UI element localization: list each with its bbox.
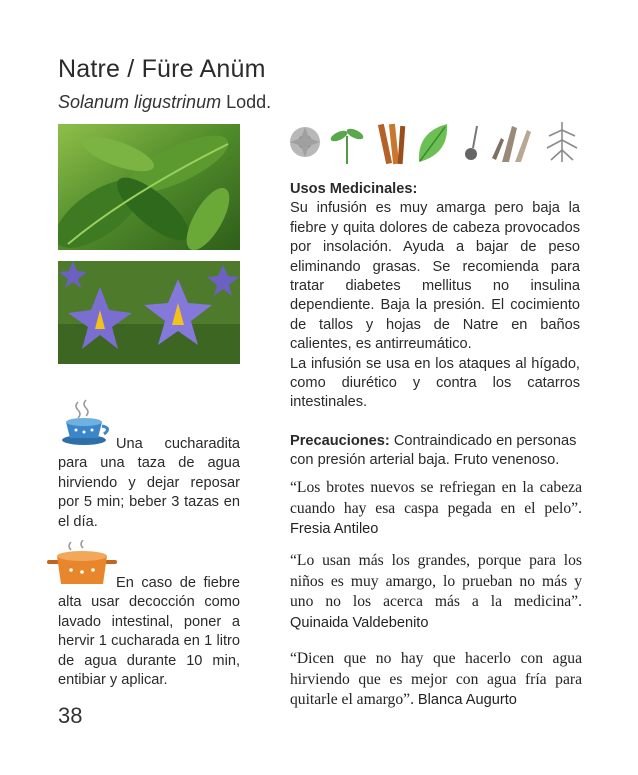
medicinal-uses-text: Su infusión es muy amarga pero baja la fiebre y quita dolores de cabeza provocados por insolación. Ayuda a bajar de peso eliminando grasas. Se recomienda para tratar diabetes mellitus no insulina dependiente. Baja la presión. El cocimiento de tallos y hojas de Natre en baños calientes, es antirreumático. <box>290 200 580 353</box>
quote-2 <box>290 551 582 633</box>
medicinal-uses-heading: Usos Medicinales: <box>290 181 418 197</box>
quote-3 <box>290 649 582 711</box>
medicinal-uses-section <box>290 180 580 413</box>
quote-author: Blanca Augurto <box>417 692 517 709</box>
leaves-photo <box>58 124 240 250</box>
leaf-icon <box>419 124 447 162</box>
quote-author: Quinaida Valdebenito <box>290 614 429 631</box>
taxon-author: Lodd. <box>226 92 272 112</box>
quote-text: “Dicen que no hay que hacerlo con agua hirviendo que es mejor con agua fría para quitarle el amargo”. <box>290 650 582 709</box>
precautions-text: Contraindicado en personas con presión arterial baja. Fruto venenoso. <box>290 433 577 469</box>
quote-text: “Los brotes nuevos se refriegan en la cabeza cuando hay esa caspa pegada en el pelo”. <box>290 479 582 517</box>
scientific-name: Solanum ligustrinum <box>58 92 222 112</box>
flowers-photo <box>58 261 240 364</box>
bark-icon <box>378 124 405 164</box>
quote-1 <box>290 478 582 540</box>
sprout-icon <box>329 127 365 164</box>
precautions-heading: Precauciones: <box>290 433 390 449</box>
decoction-instructions: En caso de fiebre alta usar decocción como lavado intestinal, poner a hervir 1 cucharada en 1 litro de agua durante 10 min, entibiar y aplicar. <box>58 575 240 689</box>
flower-icon <box>290 127 320 157</box>
medicinal-uses-text-2: La infusión se usa en los ataques al hígado, como diurético y contra los catarros intestinales. <box>290 355 580 411</box>
seed-icon <box>465 126 477 160</box>
quote-text: “Lo usan más los grandes, porque para los niños es muy amargo, lo prueban no más y uno no los acerca más a la medicina”. <box>290 552 582 611</box>
page-title: Natre / Füre Anüm <box>58 55 266 83</box>
page-number: 38 <box>58 703 83 728</box>
quote-author: Fresia Antileo <box>290 521 379 538</box>
page-subtitle <box>58 92 271 113</box>
precautions-section <box>290 432 580 471</box>
root-icon <box>547 122 577 162</box>
plant-parts-icons <box>287 118 587 168</box>
cuttings-icon <box>492 126 531 162</box>
infusion-instructions: Una cucharadita para una taza de agua hirviendo y dejar reposar por 5 min; beber 3 tazas en el día. <box>58 436 240 530</box>
